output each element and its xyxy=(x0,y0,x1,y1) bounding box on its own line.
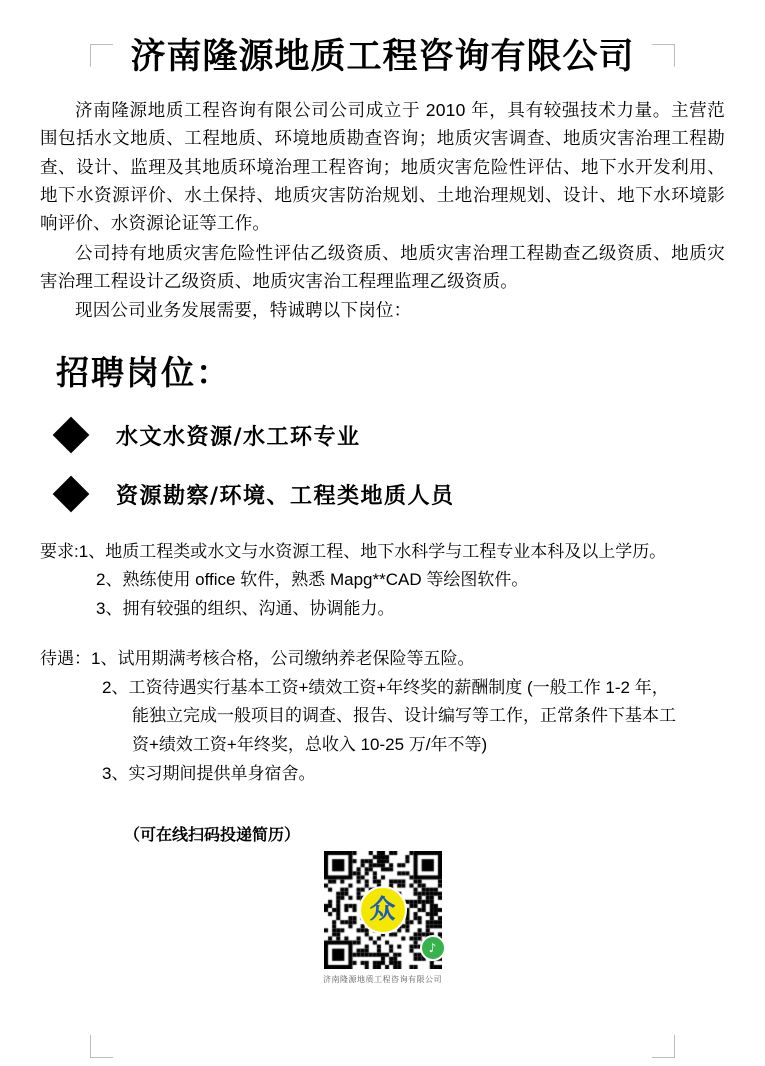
position-title: 资源勘察/环境、工程类地质人员 xyxy=(116,483,455,509)
position-title: 水文水资源/水工环专业 xyxy=(116,424,361,450)
crop-mark-bottom-right xyxy=(652,1035,675,1058)
scan-note: （可在线扫码投递简历） xyxy=(124,825,301,845)
requirements-block xyxy=(40,538,725,624)
qr-caption: 济南隆源地质工程咨询有限公司 xyxy=(323,975,442,985)
benefits-label: 待遇： xyxy=(40,649,91,669)
qr-center-logo xyxy=(359,886,407,934)
benefit-item: 3、实习期间提供单身宿舍。 xyxy=(102,763,316,783)
requirements-label: 要求: xyxy=(40,541,79,561)
benefit-item xyxy=(102,674,725,760)
benefit-item-line: 能独立完成一般项目的调查、报告、设计编写等工作，正常条件下基本工 xyxy=(132,706,676,726)
qualification-paragraph: 公司持有地质灾害危险性评估乙级资质、地质灾害治理工程勘查乙级资质、地质灾害治理工程设计乙级资质、地质灾害治工程理监理乙级资质。 xyxy=(40,242,725,292)
crop-mark-bottom-left xyxy=(90,1035,113,1058)
benefit-item: 1、试用期满考核合格，公司缴纳养老保险等五险。 xyxy=(91,649,475,669)
benefits-first-line xyxy=(40,645,725,674)
requirement-item: 2、熟练使用 office 软件，熟悉 Mapg**CAD 等绘图软件。 xyxy=(96,570,529,590)
requirement-item: 3、拥有较强的组织、沟通、协调能力。 xyxy=(96,598,395,618)
requirements-first-line xyxy=(40,538,725,567)
qr-center-text: 众 xyxy=(369,895,396,926)
company-title: 济南隆源地质工程咨询有限公司 xyxy=(130,37,635,77)
qr-code[interactable] xyxy=(324,851,442,969)
qr-section xyxy=(40,851,725,985)
benefit-item-line: 资+绩效工资+年终奖，总收入 10-25 万/年不等) xyxy=(132,735,488,755)
diamond-bullet-icon xyxy=(53,417,90,454)
benefits-block xyxy=(40,645,725,788)
document-page xyxy=(0,36,765,985)
section-heading-recruitment: 招聘岗位： xyxy=(56,352,231,392)
intro-paragraph: 济南隆源地质工程咨询有限公司公司成立于 2010 年，具有较强技术力量。主营范围包括水文地质、工程地质、环境地质勘查咨询；地质灾害调查、地质灾害治理工程勘查、设计、监理及其地质环境治理工程咨询；地质灾害危险性评估、地下水开发利用、地下水资源评价、水土保持、地质灾害防治规划、土地治理规划、设计、地下水环境影响评价、水资源论证等工作。 xyxy=(40,100,725,234)
requirement-item: 1、地质工程类或水文与水资源工程、地下水科学与工程专业本科及以上学历。 xyxy=(78,541,667,561)
diamond-bullet-icon xyxy=(53,476,90,513)
recruit-intro-paragraph: 现因公司业务发展需要，特诚聘以下岗位： xyxy=(75,300,412,321)
position-item xyxy=(58,420,725,451)
benefit-item-line: 2、工资待遇实行基本工资+绩效工资+年终奖的薪酬制度 (一般工作 1-2 年， xyxy=(102,677,669,697)
music-note-icon: ♪ xyxy=(420,935,446,961)
position-item xyxy=(58,479,725,510)
